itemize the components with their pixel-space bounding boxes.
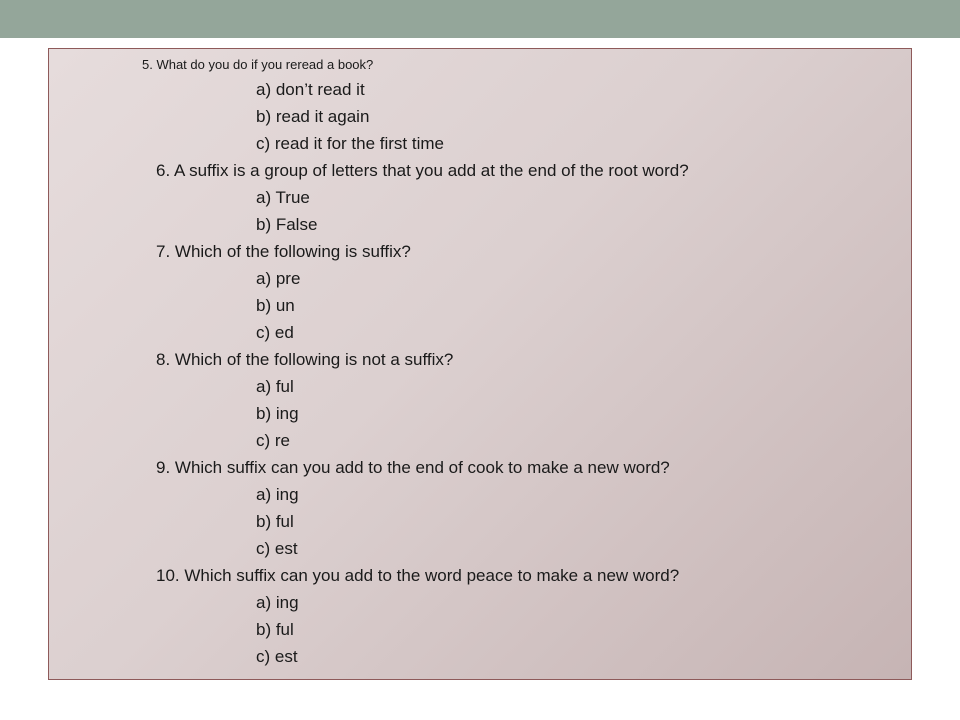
question-8-option-a: a) ful [256,377,294,396]
question-6-option-b: b) False [256,215,318,234]
question-5: 5. What do you do if you reread a book? [142,57,374,72]
question-10-option-c: c) est [256,647,298,666]
question-9-option-b: b) ful [256,512,294,531]
question-7-option-c: c) ed [256,323,294,342]
question-7-option-b: b) un [256,296,295,315]
question-9: 9. Which suffix can you add to the end of cook to make a new word? [156,458,670,477]
question-6: 6. A suffix is a group of letters that you add at the end of the root word? [156,161,689,180]
question-5-option-c: c) read it for the first time [256,134,444,153]
question-10: 10. Which suffix can you add to the word peace to make a new word? [156,566,680,585]
top-accent-bar [0,0,960,38]
question-6-option-a: a) True [256,188,310,207]
question-7: 7. Which of the following is suffix? [156,242,411,261]
quiz-content-box [48,48,912,680]
question-5-option-b: b) read it again [256,107,370,126]
question-10-option-b: b) ful [256,620,294,639]
question-10-option-a: a) ing [256,593,299,612]
question-9-option-c: c) est [256,539,298,558]
question-9-option-a: a) ing [256,485,299,504]
question-5-option-a: a) don’t read it [256,80,365,99]
question-8-option-c: c) re [256,431,290,450]
question-8-option-b: b) ing [256,404,299,423]
question-8: 8. Which of the following is not a suffix? [156,350,454,369]
question-7-option-a: a) pre [256,269,301,288]
